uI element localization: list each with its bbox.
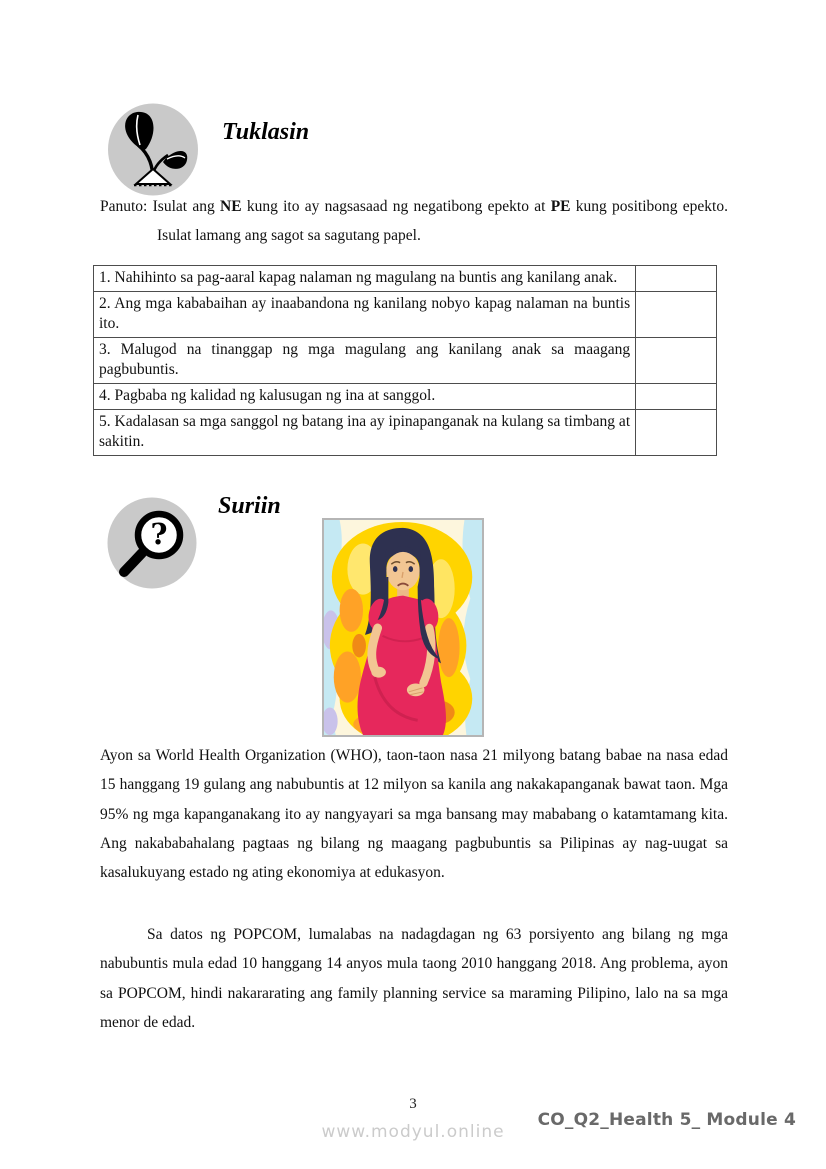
watermark-link[interactable]: www.modyul.online (321, 1122, 505, 1142)
who-paragraph: Ayon sa World Health Organization (WHO), taon-taon nasa 21 milyong batang babae na nasa edad 15 hanggang 19 gulang ang nabubuntis at 12 milyon sa kanila ang nakakapanganak bawat taon. Mga 95% ng mga kapanganakang ito ay nangyayari sa mga bansang may mababang o katamtamang kita. Ang nakababahalang pagtaas ng bilang ng maagang pagbubuntis sa Pilipinas ay nag-uugat sa kasalukuyang estado ng ating ekonomiya at edukasyon. (100, 747, 728, 882)
ne-pe-activity-table (93, 265, 717, 456)
statement-cell: 2. Ang mga kababaihan ay inaabandona ng kanilang nobyo kapag nalaman na buntis ito. (94, 292, 636, 338)
statement-cell: 4. Pagbaba ng kalidad ng kalusugan ng ina at sanggol. (94, 384, 636, 410)
answer-cell (636, 410, 717, 456)
statement-cell: 1. Nahihinto sa pag-aaral kapag nalaman ng magulang na buntis ang kanilang anak. (94, 266, 636, 292)
answer-cell (636, 384, 717, 410)
table-row (94, 266, 717, 292)
pregnant-woman-illustration (322, 518, 484, 737)
page-number: 3 (409, 1096, 417, 1112)
suriin-section-title: Suriin (218, 493, 281, 519)
answer-cell (636, 266, 717, 292)
magnifying-glass-question-icon (107, 497, 197, 589)
module-label: CO_Q2_Health 5_ Module 4 (537, 1110, 796, 1130)
table-row (94, 410, 717, 456)
popcom-paragraph: Sa datos ng POPCOM, lumalabas na nadagdagan ng 63 porsiyento ang bilang ng mga nabubuntis mula edad 10 hanggang 14 anyos mula taong 2010 hanggang 2018. Ang problema, ayon sa POPCOM, hindi nakararating ang family planning service sa maraming Pilipino, lalo na sa mga menor de edad. (100, 926, 728, 1031)
svg-text:?: ? (150, 517, 168, 551)
table-row (94, 338, 717, 384)
answer-cell (636, 338, 717, 384)
statement-cell: 3. Malugod na tinanggap ng mga magulang ang kanilang anak sa maagang pagbubuntis. (94, 338, 636, 384)
table-row (94, 292, 717, 338)
tuklasin-section-title: Tuklasin (222, 119, 310, 145)
answer-cell (636, 292, 717, 338)
statement-cell: 5. Kadalasan sa mga sanggol ng batang ina ay ipinapanganak na kulang sa timbang at sakitin. (94, 410, 636, 456)
panuto-instruction: Panuto: Isulat ang NE kung ito ay nagsasaad ng negatibong epekto at PE kung positibong epekto. Isulat lamang ang sagot sa sagutang papel. (100, 198, 728, 244)
table-row (94, 384, 717, 410)
seedling-icon (107, 103, 199, 196)
